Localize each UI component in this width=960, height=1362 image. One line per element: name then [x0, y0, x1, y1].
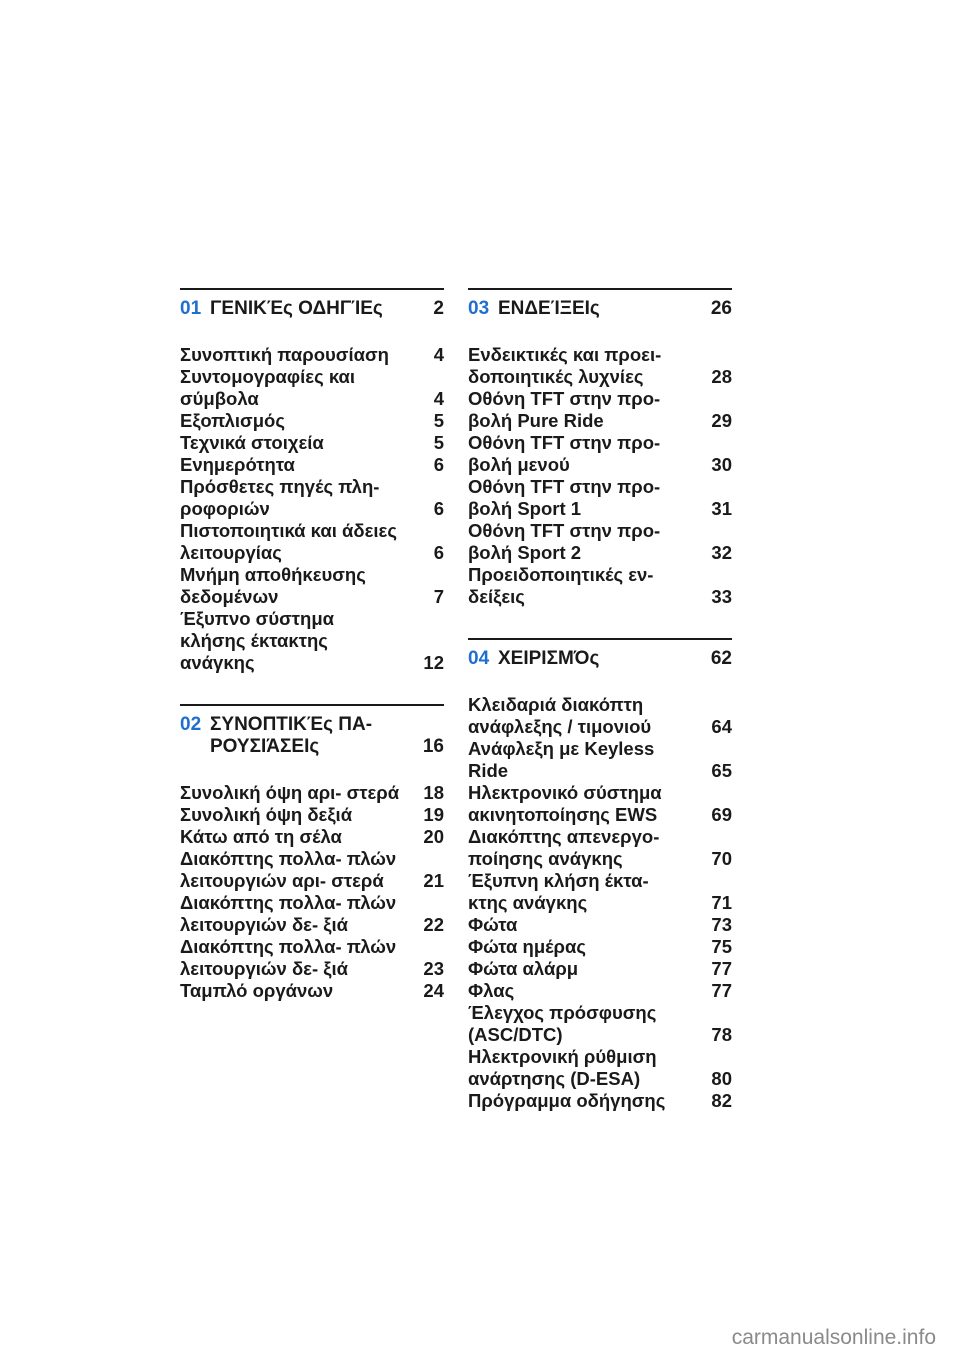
toc-entry[interactable]: [180, 608, 444, 674]
toc-entry-page: 71: [711, 892, 732, 913]
toc-section: [180, 704, 444, 1002]
toc-entry-label: Συνολική όψη δεξιά: [180, 804, 353, 825]
section-title: ΓΕΝΙΚΈς ΟΔΗΓΊΕς: [210, 298, 383, 319]
toc-entry-page: 77: [711, 958, 732, 979]
section-title: ΕΝΔΕΊΞΕΙς: [498, 298, 600, 319]
toc-entry-page: 5: [433, 410, 444, 431]
toc-entry[interactable]: [180, 848, 444, 892]
toc-entry[interactable]: [468, 520, 732, 564]
section-title: ΣΥΝΟΠΤΙΚΈς ΠΑ- ΡΟΥΣΙΆΣΕΙς: [210, 714, 373, 757]
toc-entry-label: Διακόπτης πολλα- πλών λειτουργιών δε- ξιά: [180, 936, 397, 979]
toc-entry-label: Οθόνη TFT στην προ- βολή Pure Ride: [468, 388, 661, 431]
section-rule: [468, 288, 732, 290]
toc-entry-label: Ηλεκτρονική ρύθμιση ανάρτησης (D-ESA): [468, 1046, 657, 1089]
toc-entry[interactable]: [468, 694, 732, 738]
toc-entry-label: Οθόνη TFT στην προ- βολή Sport 1: [468, 476, 661, 519]
toc-entry-label: Έλεγχος πρόσφυσης (ASC/DTC): [468, 1002, 657, 1045]
toc-entry-page: 4: [433, 388, 444, 409]
toc-entry[interactable]: [180, 476, 444, 520]
toc-entry-page: 22: [423, 914, 444, 935]
toc-entry-page: 28: [711, 366, 732, 387]
toc-section: [180, 288, 444, 674]
section-heading[interactable]: [180, 298, 444, 320]
toc-entry-page: 29: [711, 410, 732, 431]
toc-entry-page: 80: [711, 1068, 732, 1089]
section-title: ΧΕΙΡΙΣΜΌς: [498, 648, 600, 669]
toc-entry-page: 77: [711, 980, 732, 1001]
toc-entry-page: 12: [423, 652, 444, 673]
toc-entry-label: Μνήμη αποθήκευσης δεδομένων: [180, 564, 366, 607]
section-heading[interactable]: [180, 714, 444, 758]
toc-entry[interactable]: [468, 738, 732, 782]
toc-section: [468, 638, 732, 1112]
toc-entry-page: 69: [711, 804, 732, 825]
toc-entry[interactable]: [468, 1002, 732, 1046]
toc-entry-label: Πρόγραμμα οδήγησης: [468, 1090, 666, 1111]
toc-entry-label: Φώτα αλάρμ: [468, 958, 579, 979]
toc-entry-label: Κλειδαριά διακόπτη ανάφλεξης / τιμονιού: [468, 694, 652, 737]
toc-entry-page: 73: [711, 914, 732, 935]
section-number: 03: [468, 298, 490, 319]
section-rule: [468, 638, 732, 640]
toc-entry-page: 30: [711, 454, 732, 475]
toc-entry-label: Διακόπτης απενεργο- ποίησης ανάγκης: [468, 826, 660, 869]
toc-entry[interactable]: [468, 936, 732, 958]
toc-entry-page: 64: [711, 716, 732, 737]
section-heading[interactable]: [468, 298, 732, 320]
toc-entry-page: 32: [711, 542, 732, 563]
toc-entry-page: 6: [433, 542, 444, 563]
toc-entry[interactable]: [468, 432, 732, 476]
toc-left-column: [180, 288, 444, 1032]
toc-entry[interactable]: [468, 1046, 732, 1090]
toc-section: [468, 288, 732, 608]
toc-entry[interactable]: [180, 366, 444, 410]
toc-entry-page: 4: [433, 344, 444, 365]
watermark: carmanualsonline.info: [731, 1326, 936, 1349]
toc-entry[interactable]: [180, 432, 444, 454]
toc-entry[interactable]: [180, 804, 444, 826]
toc-entry-label: Ταμπλό οργάνων: [180, 980, 334, 1001]
toc-entry-label: Φλας: [468, 980, 515, 1001]
toc-entry-page: 65: [711, 760, 732, 781]
toc-entry[interactable]: [468, 476, 732, 520]
toc-entry-label: Ανάφλεξη με Keyless Ride: [468, 738, 655, 781]
toc-entry[interactable]: [180, 564, 444, 608]
section-heading[interactable]: [468, 648, 732, 670]
toc-entry-label: Συντομογραφίες και σύμβολα: [180, 366, 356, 409]
toc-entry-label: Πρόσθετες πηγές πλη- ροφοριών: [180, 476, 380, 519]
toc-entry-label: Οθόνη TFT στην προ- βολή Sport 2: [468, 520, 661, 563]
toc-entry-label: Φώτα ημέρας: [468, 936, 586, 957]
toc-entry-label: Ηλεκτρονικό σύστημα ακινητοποίησης EWS: [468, 782, 662, 825]
toc-right-column: [468, 288, 732, 1142]
toc-entry[interactable]: [468, 564, 732, 608]
toc-entry[interactable]: [468, 826, 732, 870]
toc-entry-page: 31: [711, 498, 732, 519]
toc-entry-page: 18: [423, 782, 444, 803]
toc-entry[interactable]: [180, 892, 444, 936]
toc-entry-label: Διακόπτης πολλα- πλών λειτουργιών δε- ξιά: [180, 892, 397, 935]
toc-entry[interactable]: [180, 980, 444, 1002]
toc-entry[interactable]: [468, 914, 732, 936]
toc-entry[interactable]: [180, 344, 444, 366]
toc-entry-page: 23: [423, 958, 444, 979]
toc-entry-label: Ενδεικτικές και προει- δοποιητικές λυχνίες: [468, 344, 662, 387]
section-rule: [180, 704, 444, 706]
toc-entry[interactable]: [468, 980, 732, 1002]
toc-entry-page: 82: [711, 1090, 732, 1111]
toc-entry[interactable]: [180, 826, 444, 848]
toc-entry-page: 7: [433, 586, 444, 607]
toc-entry-label: Ενημερότητα: [180, 454, 295, 475]
toc-entry[interactable]: [468, 782, 732, 826]
toc-entry-label: Έξυπνο σύστημα κλήσης έκτακτης ανάγκης: [180, 608, 335, 673]
toc-entry-page: 20: [423, 826, 444, 847]
toc-entry-page: 70: [711, 848, 732, 869]
toc-entry-page: 24: [423, 980, 444, 1001]
toc-entry[interactable]: [180, 410, 444, 432]
toc-entry-label: Προειδοποιητικές εν- δείξεις: [468, 564, 654, 607]
toc-entry-label: Συνολική όψη αρι- στερά: [180, 782, 400, 803]
section-number: 04: [468, 648, 490, 669]
toc-entry-page: 6: [433, 454, 444, 475]
toc-entry-label: Συνοπτική παρουσίαση: [180, 344, 389, 365]
toc-entry-page: 6: [433, 498, 444, 519]
toc-entry-label: Εξοπλισμός: [180, 410, 285, 431]
toc-entry[interactable]: [180, 520, 444, 564]
section-number: 02: [180, 714, 202, 735]
toc-entry-page: 19: [423, 804, 444, 825]
toc-entry-page: 75: [711, 936, 732, 957]
toc-entry[interactable]: [468, 388, 732, 432]
toc-entry-label: Οθόνη TFT στην προ- βολή μενού: [468, 432, 661, 475]
toc-entry[interactable]: [468, 870, 732, 914]
section-number: 01: [180, 298, 202, 319]
toc-entry-label: Έξυπνη κλήση έκτα- κτης ανάγκης: [468, 870, 649, 913]
toc-entry-label: Φώτα: [468, 914, 518, 935]
toc-entry-label: Κάτω από τη σέλα: [180, 826, 342, 847]
section-rule: [180, 288, 444, 290]
toc-entry[interactable]: [180, 782, 444, 804]
section-page-number: 62: [710, 648, 732, 669]
toc-entry[interactable]: [180, 454, 444, 476]
section-page-number: 26: [710, 298, 732, 319]
toc-entry-page: 5: [433, 432, 444, 453]
section-page-number: 16: [422, 736, 444, 757]
toc-entry-page: 21: [423, 870, 444, 891]
toc-entry[interactable]: [468, 1090, 732, 1112]
toc-entry-page: 78: [711, 1024, 732, 1045]
toc-entry-label: Διακόπτης πολλα- πλών λειτουργιών αρι- στερά: [180, 848, 397, 891]
toc-entry-label: Πιστοποιητικά και άδειες λειτουργίας: [180, 520, 397, 563]
toc-entry-label: Τεχνικά στοιχεία: [180, 432, 324, 453]
section-page-number: 2: [433, 298, 444, 319]
toc-entry[interactable]: [468, 958, 732, 980]
toc-entry[interactable]: [468, 344, 732, 388]
toc-entry-page: 33: [711, 586, 732, 607]
toc-entry[interactable]: [180, 936, 444, 980]
